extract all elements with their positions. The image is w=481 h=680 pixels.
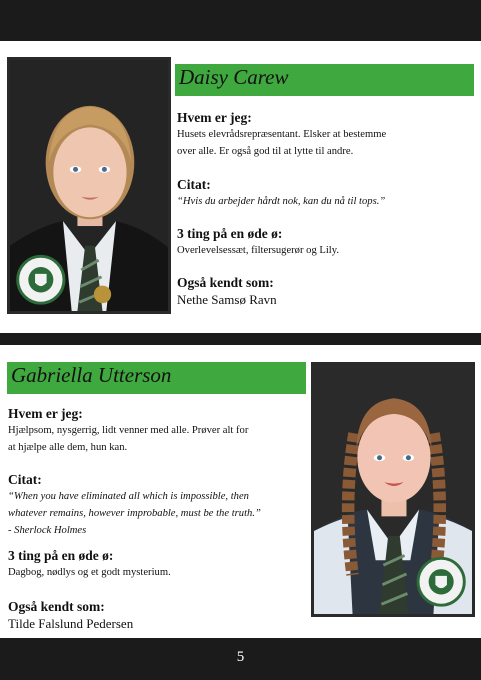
alias-section-gabriella: [8, 599, 308, 632]
island-items: Dagbog, nødlys og et godt mysterium.: [8, 567, 171, 578]
about-line: Husets elevrådsrepræsentant. Elsker at bestemme: [177, 129, 387, 140]
about-line: over alle. Er også god til at lytte til andre.: [177, 146, 354, 157]
portrait-gabriella: [311, 362, 475, 617]
portrait-daisy: [7, 57, 171, 314]
page-number: 5: [236, 649, 245, 665]
quote-line: “When you have eliminated all which is impossible, then: [8, 491, 249, 502]
about-section-gabriella: [8, 406, 308, 456]
student-name: Daisy Carew: [179, 65, 289, 89]
island-section-daisy: [177, 226, 477, 259]
alias-name: Tilde Falslund Pedersen: [8, 616, 134, 631]
alias-heading: Også kendt som:: [8, 599, 105, 614]
island-heading: 3 ting på en øde ø:: [177, 226, 283, 241]
about-line: at hjælpe alle dem, hun kan.: [8, 442, 128, 453]
island-items: Overlevelsessæt, filtersugerør og Lily.: [177, 245, 340, 256]
top-band: [0, 0, 481, 41]
quote-section-gabriella: [8, 472, 308, 539]
quote-line: “Hvis du arbejder hårdt nok, kan du nå til tops.”: [177, 196, 386, 207]
alias-section-daisy: [177, 275, 477, 308]
island-heading: 3 ting på en øde ø:: [8, 548, 114, 563]
alias-name: Nethe Samsø Ravn: [177, 292, 277, 307]
name-bar-gabriella: [7, 362, 306, 394]
quote-section-daisy: [177, 177, 477, 210]
about-heading: Hvem er jeg:: [8, 406, 83, 421]
about-heading: Hvem er jeg:: [177, 110, 252, 125]
about-section-daisy: [177, 110, 477, 160]
student-name: Gabriella Utterson: [11, 363, 172, 387]
name-bar-daisy: [175, 64, 474, 96]
quote-line: whatever remains, however improbable, must be the truth.”: [8, 508, 261, 519]
quote-attribution: - Sherlock Holmes: [8, 525, 87, 536]
island-section-gabriella: [8, 548, 308, 581]
quote-heading: Citat:: [177, 177, 211, 192]
alias-heading: Også kendt som:: [177, 275, 274, 290]
middle-band: [0, 333, 481, 345]
about-line: Hjælpsom, nysgerrig, lidt venner med alle. Prøver alt for: [8, 425, 249, 436]
quote-heading: Citat:: [8, 472, 42, 487]
